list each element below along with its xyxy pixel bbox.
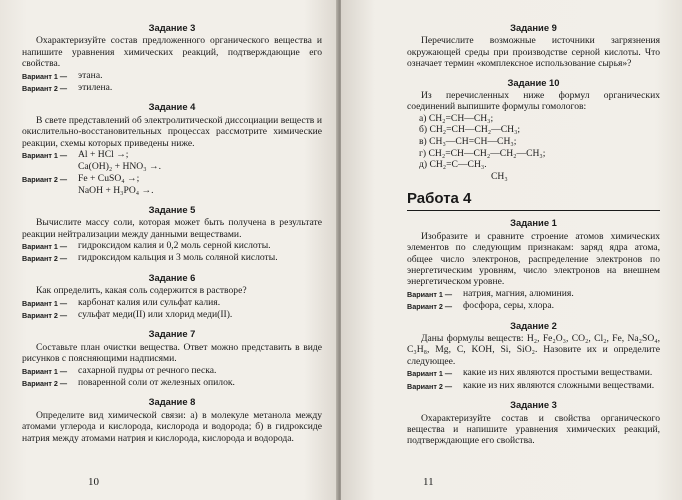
task-8 <box>22 396 322 444</box>
variant-text: какие из них являются сложными веществами. <box>463 379 655 391</box>
right-page <box>341 0 682 500</box>
variant-formula: Fe + CuSO₄ →; <box>78 172 140 184</box>
task-4 <box>22 101 322 196</box>
variant-1 <box>407 367 660 379</box>
task-text: Составьте план очистки вещества. Ответ можно представить в виде рисунков с поясняющими надписями. <box>22 341 322 365</box>
variant-formula: Al + HCl →; <box>78 149 129 161</box>
task-title: Задание 3 <box>148 22 196 33</box>
page-number: 11 <box>423 475 434 488</box>
task-text: В свете представлений об электролитической диссоциации веществ и окислительно-восстановительных процессах рассмотрите химические реакции, схемы которых приведены ниже. <box>22 114 322 149</box>
task-text: Перечислите возможные источники загрязнения окружающей среды при производстве серной кислоты. Что означает термин «комплексное использование сырья»? <box>407 35 660 70</box>
variant-label: Вариант 2 — <box>22 174 68 184</box>
variant-text: карбонат калия или сульфат калия. <box>78 296 221 308</box>
task-text: Охарактеризуйте состав и свойства органического вещества и напишите уравнения химических реакций, подтверждающие его свойства. <box>407 412 660 447</box>
variant-text: гидроксидом калия и 0,2 моль серной кислоты. <box>78 239 271 251</box>
task-title: Задание 8 <box>148 396 196 408</box>
variant-text: какие из них являются простыми веществами. <box>463 367 653 379</box>
left-page <box>0 0 338 500</box>
heading-rule <box>407 210 660 211</box>
task-text: Даны формулы веществ: H₂, Fe₂O₃, CO₂, Cl₂, Fe, Na₂SO₄, C₃H₈, Mg, C, KOH, Si, SiO₂. Назовите их и определите следующее. <box>407 333 660 367</box>
variant-2 <box>22 309 322 321</box>
task-title: Задание 6 <box>148 271 196 283</box>
page-number: 10 <box>88 475 99 488</box>
variant-text: поваренной соли от железных опилок. <box>78 376 235 388</box>
task-text: Определите вид химической связи: а) в молекуле метанола между атомами углерода и кислорода, кислорода и водорода; б) в гидроксиде натрия между атомами натрия и кислорода, кислорода и водорода. <box>22 409 322 444</box>
variant-text: этана. <box>78 69 103 81</box>
variant-text: фосфора, серы, хлора. <box>463 300 555 312</box>
variant-label: Вариант 2 — <box>22 310 68 320</box>
formula-item: б) CH₂=CH—CH₂—CH₃; <box>419 124 521 136</box>
variant-label: Вариант 1 — <box>22 151 68 161</box>
variant-2 <box>407 300 660 312</box>
task-title: Задание 5 <box>148 203 196 215</box>
variant-text: сульфат меди(II) или хлорид меди(II). <box>78 308 233 320</box>
formula-item: в) CH₃—CH=CH—CH₃; <box>419 136 517 148</box>
task-title: Задание 4 <box>148 101 196 113</box>
variant-text: натрия, магния, алюминия. <box>463 287 574 299</box>
variant-text: сахарной пудры от речного песка. <box>78 364 217 376</box>
task-5 <box>22 204 322 265</box>
variant-formula: Ca(OH)₂ + HNO₃ →. <box>78 161 161 173</box>
work4-task-1 <box>407 217 660 312</box>
task-title: Задание 7 <box>148 328 196 340</box>
variant-label: Вариант 2 — <box>22 84 68 94</box>
formula-item: г) CH₂=CH—CH₂—CH₂—CH₃; <box>419 147 546 159</box>
variant-text: гидроксидом кальция и 3 моль соляной кислоты. <box>78 252 278 264</box>
formula-list <box>419 113 660 183</box>
variant-label: Вариант 2 — <box>22 254 68 264</box>
variant-2 <box>22 173 322 185</box>
variant-label: Вариант 1 — <box>407 289 453 299</box>
formula-item: а) CH₂=CH—CH₃; <box>419 112 494 124</box>
variant-label: Вариант 2 — <box>22 378 68 388</box>
formula-branch: CH₃ <box>491 170 508 182</box>
variant-1 <box>22 365 322 377</box>
variant-2 <box>22 82 322 94</box>
task-text: Вычислите массу соли, которая может быть получена в результате реакции нейтрализации между данными веществами. <box>22 217 322 240</box>
task-title: Задание 10 <box>507 76 560 88</box>
work4-task-2 <box>407 320 660 392</box>
variant-text: этилена. <box>78 82 113 94</box>
variant-1 <box>22 149 322 161</box>
task-title: Задание 1 <box>510 217 557 229</box>
task-text: Как определить, какая соль содержится в растворе? <box>36 285 247 297</box>
task-title: Задание 2 <box>510 319 557 331</box>
variant-2 <box>22 252 322 264</box>
variant-1 <box>22 240 322 252</box>
task-6 <box>22 272 322 322</box>
task-text: Охарактеризуйте состав предложенного органического вещества и напишите уравнения химических реакций, подтверждающие его свойства. <box>22 35 322 70</box>
variant-label: Вариант 1 — <box>407 369 453 379</box>
formula-item: д) CH₂=C—CH₃. <box>419 159 487 171</box>
task-10 <box>407 77 660 183</box>
variant-label: Вариант 1 — <box>22 241 68 251</box>
work-heading: Работа 4 <box>407 190 472 208</box>
task-9 <box>407 22 660 70</box>
variant-formula: NaOH + H₃PO₄ →. <box>78 185 154 197</box>
work4-task-3 <box>407 399 660 447</box>
task-3 <box>22 22 322 94</box>
variant-1 <box>22 70 322 82</box>
task-text: Из перечисленных ниже формул органических соединений выпишите формулы гомологов: <box>407 90 660 113</box>
variant-1 <box>407 288 660 300</box>
variant-label: Вариант 1 — <box>22 298 68 308</box>
task-7 <box>22 328 322 389</box>
variant-label: Вариант 2 — <box>407 381 453 391</box>
task-text: Изобразите и сравните строение атомов химических элементов по следующим признакам: заряд ядра атома, общее число электронов, распределение электронов по энергетическим уровням, число электронов на внешнем энергетическом уровне. <box>407 230 660 288</box>
variant-label: Вариант 1 — <box>22 71 68 81</box>
variant-label: Вариант 1 — <box>22 366 68 376</box>
task-title: Задание 9 <box>510 22 557 33</box>
variant-2 <box>22 377 322 389</box>
variant-1 <box>22 297 322 309</box>
variant-2 <box>407 380 660 392</box>
variant-label: Вариант 2 — <box>407 302 453 312</box>
task-title: Задание 3 <box>510 399 557 411</box>
